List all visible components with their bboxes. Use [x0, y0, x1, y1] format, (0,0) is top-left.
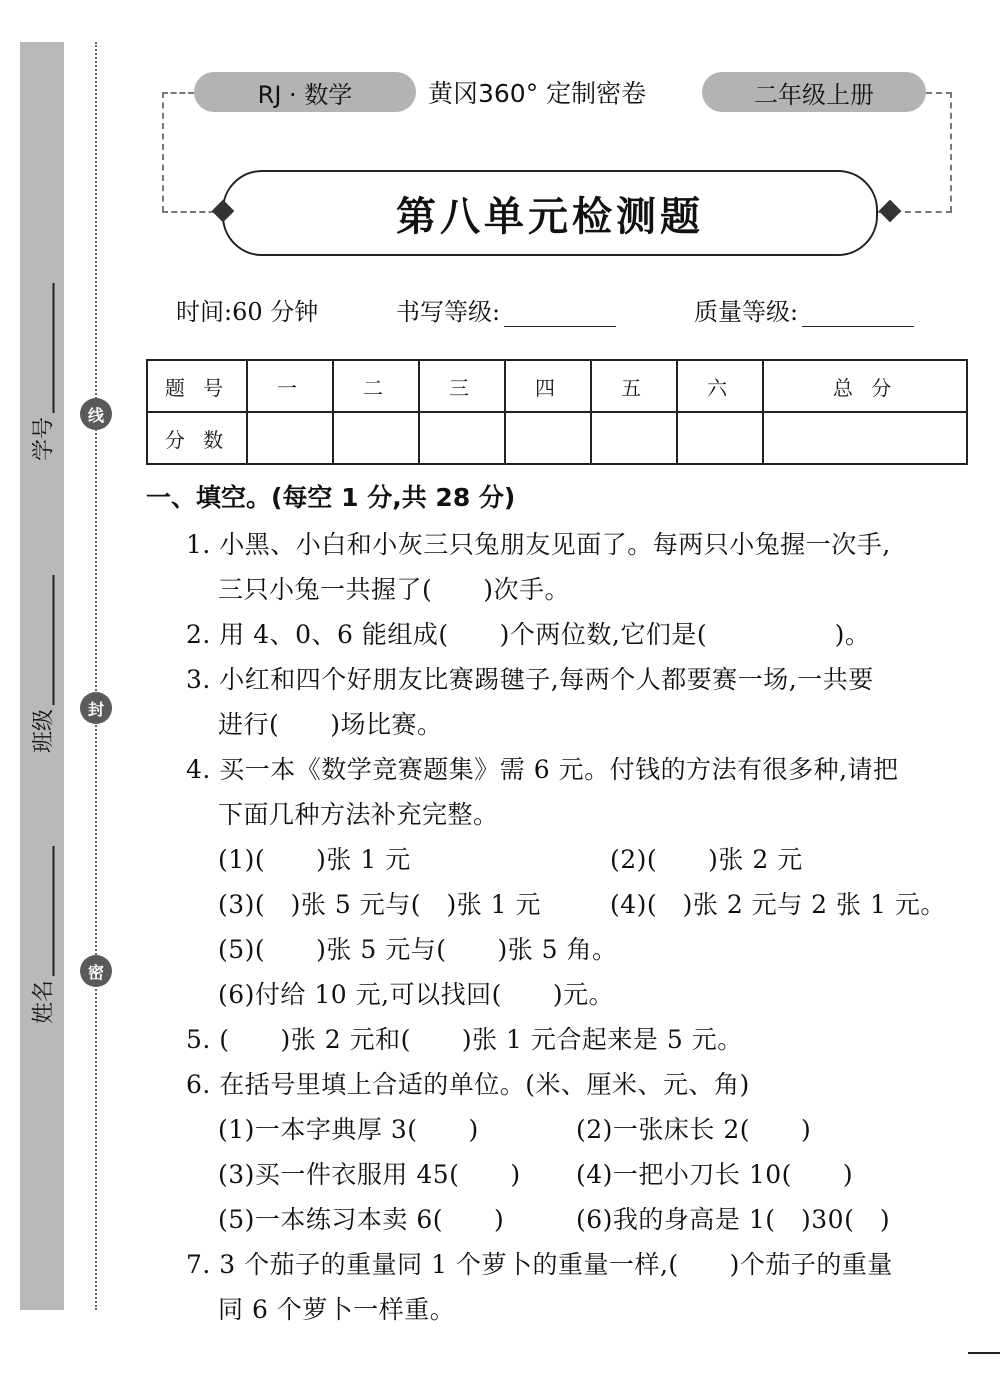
title-box: [222, 170, 878, 256]
title-diamond-right: [879, 200, 902, 223]
student-id-field[interactable]: [27, 283, 58, 461]
score-header-cell: 四: [505, 360, 591, 412]
question-line: 1. 小黑、小白和小灰三只兔朋友见面了。每两只小兔握一次手,: [186, 530, 891, 559]
student-id-blank[interactable]: [30, 283, 54, 413]
brand-title: 黄冈360° 定制密卷: [428, 79, 647, 108]
score-table: [146, 359, 968, 465]
sub-question: (2)一张床长 2( ): [576, 1115, 812, 1144]
section-title-fill-in: 一、填空。(每空 1 分,共 28 分): [146, 483, 516, 512]
score-header-cell: 五: [591, 360, 677, 412]
question-line: 5. ( )张 2 元和( )张 1 元合起来是 5 元。: [186, 1025, 743, 1054]
sub-question: (6)付给 10 元,可以找回( )元。: [218, 980, 615, 1009]
class-field[interactable]: [27, 575, 58, 753]
writing-grade-label: 书写等级:: [396, 298, 501, 326]
quality-grade-field[interactable]: [694, 292, 914, 327]
score-header-cell: 总 分: [763, 360, 967, 412]
question-line: 同 6 个萝卜一样重。: [218, 1295, 456, 1324]
score-header-cell: 题 号: [147, 360, 247, 412]
sub-question: (1)( )张 1 元: [218, 845, 411, 874]
name-label: 姓名: [31, 979, 57, 1025]
score-cell[interactable]: [591, 412, 677, 464]
question-line: 6. 在括号里填上合适的单位。(米、厘米、元、角): [186, 1070, 750, 1099]
sub-question: (5)( )张 5 元与( )张 5 角。: [218, 935, 618, 964]
seal-mark-xian: 线: [80, 398, 112, 430]
quality-grade-blank[interactable]: [802, 298, 914, 327]
score-table-score-row: [147, 412, 967, 464]
quality-grade-label: 质量等级:: [694, 298, 799, 326]
name-blank[interactable]: [30, 846, 54, 976]
subject-pill: RJ · 数学: [194, 72, 416, 112]
sub-question: (2)( )张 2 元: [610, 845, 803, 874]
header-dash-left-vertical: [162, 92, 164, 212]
question-line: 3. 小红和四个好朋友比赛踢毽子,每两个人都要赛一场,一共要: [186, 665, 874, 694]
score-header-cell: 一: [247, 360, 333, 412]
header-dash-left-top: [162, 92, 194, 94]
score-table-header-row: [147, 360, 967, 412]
page-title: 第八单元检测题: [396, 192, 704, 240]
score-row-label: 分 数: [147, 412, 247, 464]
sub-question: (3)( )张 5 元与( )张 1 元: [218, 890, 542, 919]
grade-pill: 二年级上册: [702, 72, 926, 112]
time-limit: [176, 292, 318, 327]
score-cell[interactable]: [333, 412, 419, 464]
page-edge-rule: [968, 1352, 1000, 1354]
question-line: 进行( )场比赛。: [218, 710, 443, 739]
class-label: 班级: [31, 708, 57, 754]
sub-question: (3)买一件衣服用 45( ): [218, 1160, 521, 1189]
score-cell[interactable]: [677, 412, 763, 464]
student-id-label: 学号: [31, 416, 57, 462]
sub-question: (5)一本练习本卖 6( ): [218, 1205, 505, 1234]
sub-question: (6)我的身高是 1( )30( ): [576, 1205, 891, 1234]
score-header-cell: 二: [333, 360, 419, 412]
question-line: 7. 3 个茄子的重量同 1 个萝卜的重量一样,( )个茄子的重量: [186, 1250, 893, 1279]
question-line: 三只小兔一共握了( )次手。: [218, 575, 571, 604]
score-header-cell: 六: [677, 360, 763, 412]
score-header-cell: 三: [419, 360, 505, 412]
score-cell[interactable]: [763, 412, 967, 464]
score-cell[interactable]: [247, 412, 333, 464]
writing-grade-field[interactable]: [396, 292, 616, 327]
seal-mark-feng: 封: [80, 692, 112, 724]
seal-cut-line: [95, 42, 97, 1310]
question-line: 2. 用 4、0、6 能组成( )个两位数,它们是( )。: [186, 620, 871, 649]
seal-mark-mi: 密: [80, 955, 112, 987]
time-limit-text: 时间:60 分钟: [176, 298, 319, 326]
name-field[interactable]: [27, 846, 58, 1024]
class-blank[interactable]: [30, 575, 54, 705]
header-dash-right-top: [926, 92, 952, 94]
question-line: 4. 买一本《数学竞赛题集》需 6 元。付钱的方法有很多种,请把: [186, 755, 899, 784]
writing-grade-blank[interactable]: [504, 298, 616, 327]
sub-question: (4)( )张 2 元与 2 张 1 元。: [610, 890, 946, 919]
score-cell[interactable]: [419, 412, 505, 464]
score-cell[interactable]: [505, 412, 591, 464]
header-dash-right-vertical: [950, 92, 952, 212]
question-line: 下面几种方法补充完整。: [218, 800, 499, 829]
sub-question: (1)一本字典厚 3( ): [218, 1115, 479, 1144]
sub-question: (4)一把小刀长 10( ): [576, 1160, 854, 1189]
